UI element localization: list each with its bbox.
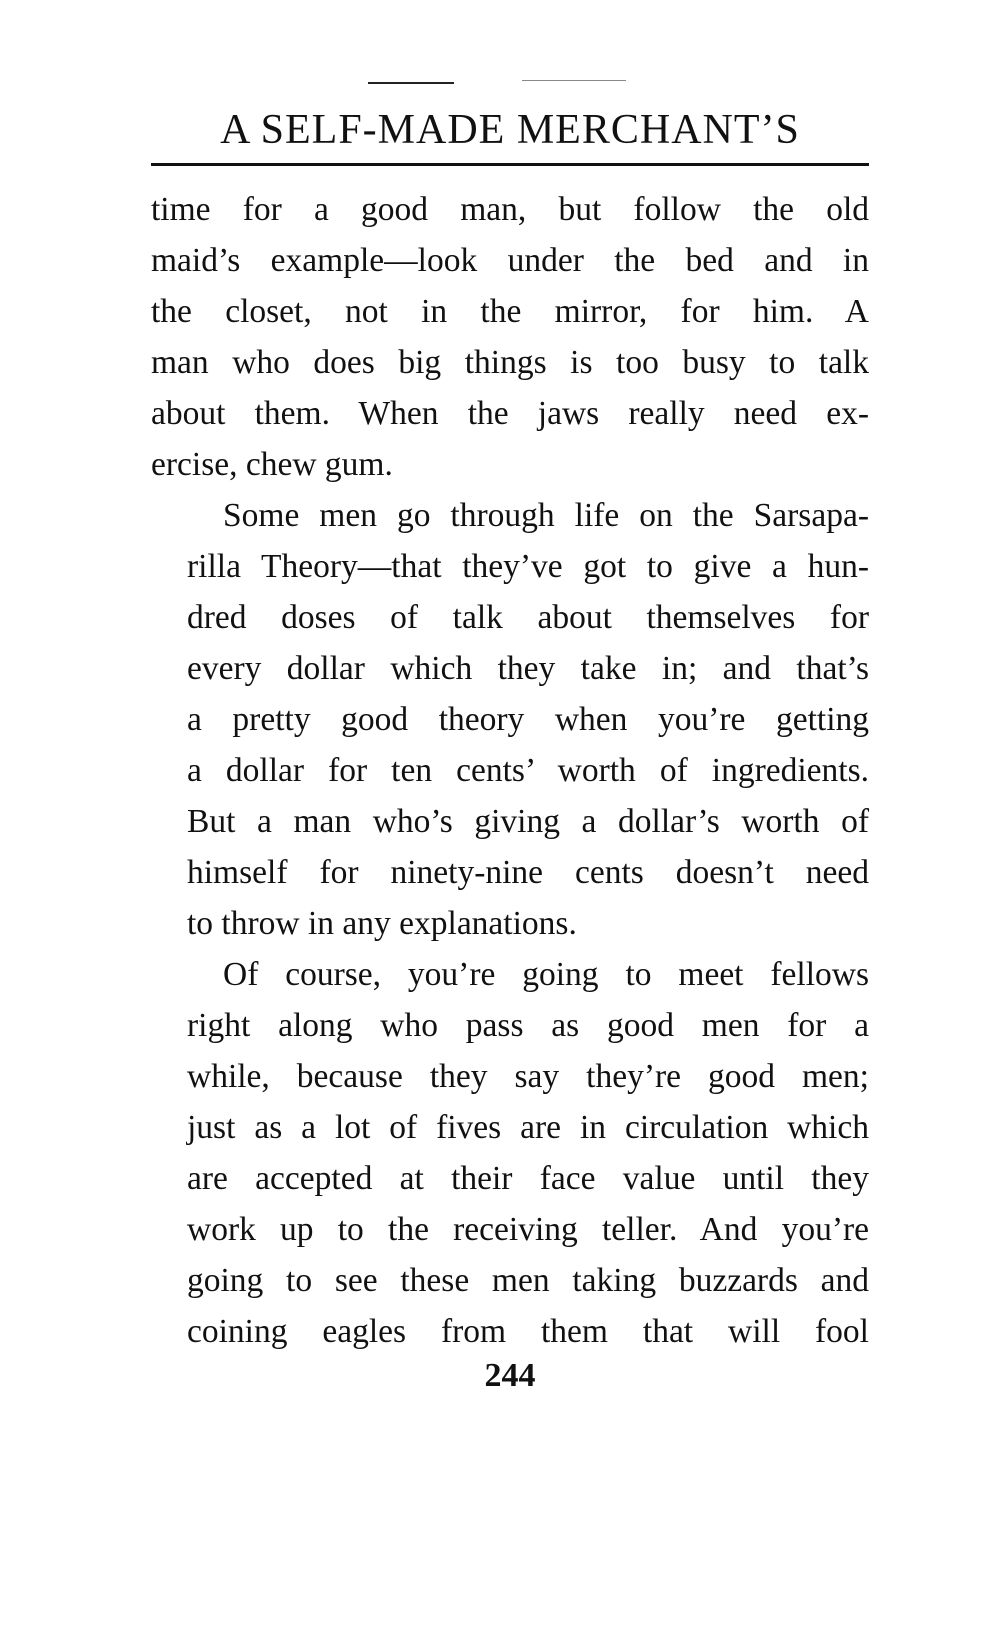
header-rule [151,163,869,166]
running-header: A SELF-MADE MERCHANT’S [220,107,800,153]
text-line: the closet, not in the mirror, for him. A [151,293,869,330]
top-ink-mark [368,82,454,84]
text-line: are accepted at their face value until they [187,1160,869,1197]
text-line: while, because they say they’re good men; [187,1058,869,1095]
body-text [151,184,869,1357]
text-line: to throw in any explanations. [187,905,577,942]
text-line: going to see these men taking buzzards and [187,1262,869,1299]
text-line: right along who pass as good men for a [187,1007,869,1044]
text-line: rilla Theory—that they’ve got to give a hun- [187,548,869,585]
text-line: maid’s example—look under the bed and in [151,242,869,279]
paragraph [151,490,869,949]
text-line: about them. When the jaws really need ex- [151,395,869,432]
text-line: a dollar for ten cents’ worth of ingredients. [187,752,869,789]
text-line: just as a lot of fives are in circulation which [187,1109,869,1146]
page-number: 244 [484,1357,536,1394]
paragraph [151,949,869,1357]
text-line: man who does big things is too busy to talk [151,344,869,381]
text-line: every dollar which they take in; and that’s [187,650,869,687]
text-line: But a man who’s giving a dollar’s worth of [187,803,869,840]
text-line: ercise, chew gum. [151,446,393,483]
text-line: time for a good man, but follow the old [151,191,869,228]
text-line: Of course, you’re going to meet fellows [223,956,869,993]
text-line: Some men go through life on the Sarsapa- [223,497,869,534]
text-line: work up to the receiving teller. And you’re [187,1211,869,1248]
top-ink-mark [522,80,626,81]
text-line: dred doses of talk about themselves for [187,599,869,636]
text-line: coining eagles from them that will fool [187,1313,869,1350]
text-line: himself for ninety-nine cents doesn’t need [187,854,869,891]
paragraph [151,184,869,490]
text-line: a pretty good theory when you’re getting [187,701,869,738]
